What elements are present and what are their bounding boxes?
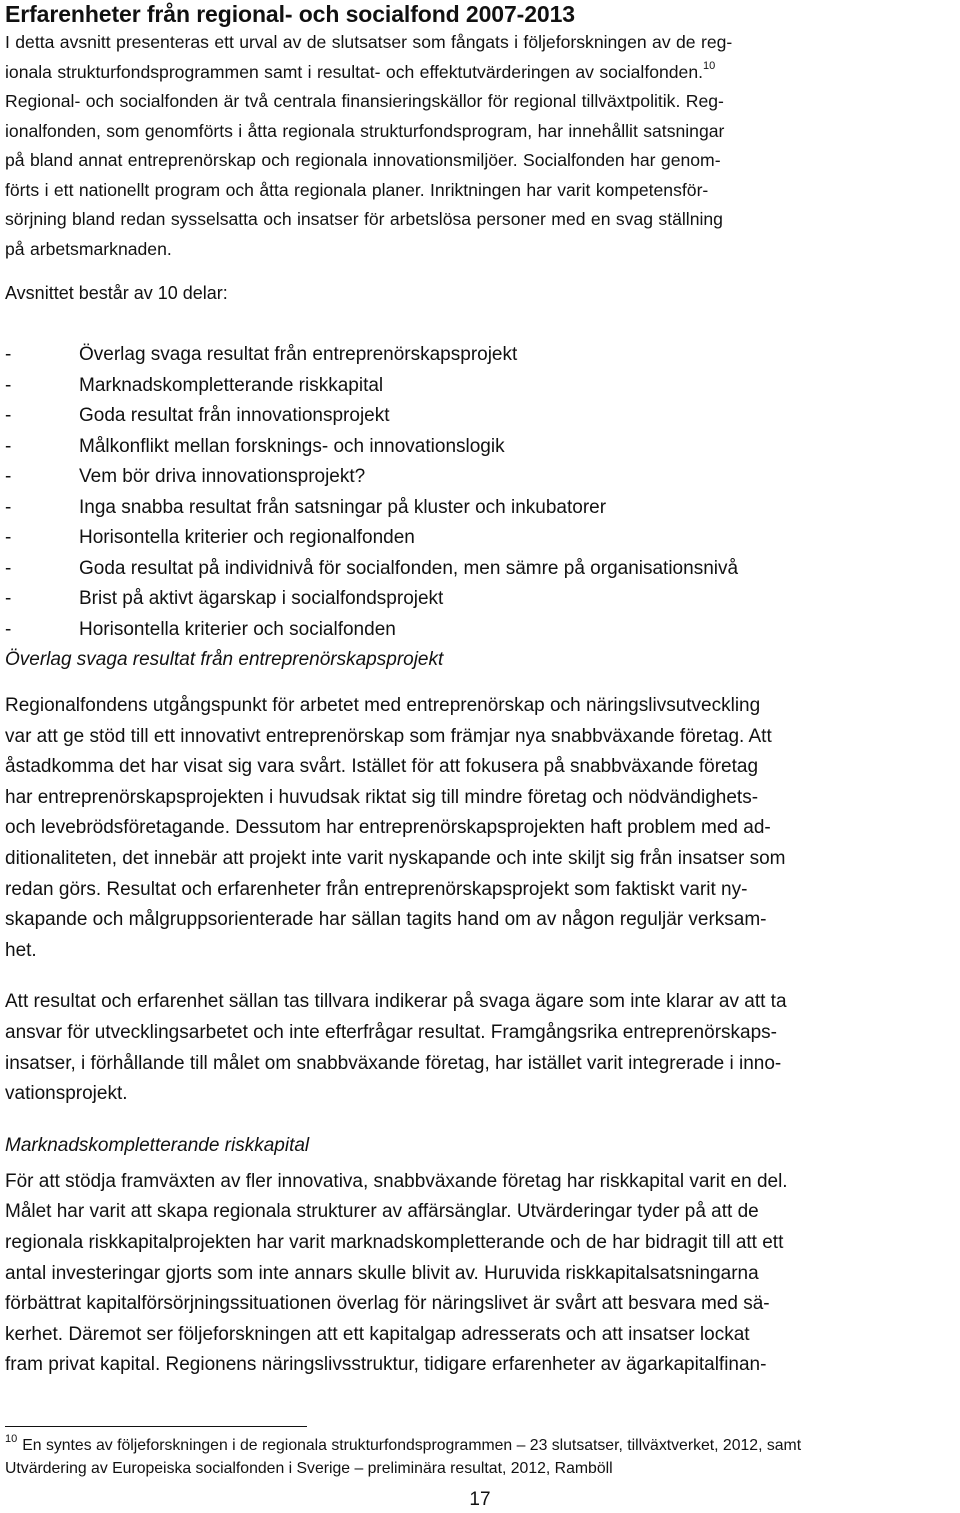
paragraph-line: skapande och målgruppsorienterade har sällan tagits hand om av någon reguljär verksam- bbox=[5, 909, 767, 931]
section1-paragraph-1 bbox=[5, 691, 955, 966]
section2-paragraph-1 bbox=[5, 1167, 955, 1381]
page-title: Erfarenheter från regional- och socialfond 2007-2013 bbox=[5, 1, 575, 27]
paragraph-line: har entreprenörskapsprojekten i huvudsak riktat sig till mindre företag och nödvändighets- bbox=[5, 786, 759, 808]
footnote-marker: 10 bbox=[5, 1432, 18, 1445]
footnote-line: En syntes av följeforskningen i de regionala strukturfondsprogrammen – 23 slutsatser, tillväxtverket, 2012, samt bbox=[22, 1437, 802, 1454]
paragraph-line: redan görs. Resultat och erfarenheter från entreprenörskapsprojekt som faktiskt varit ny- bbox=[5, 878, 748, 900]
paragraph-line: antal investeringar gjorts som inte annars skulle blivit av. Huruvida riskkapitalsatsningarna bbox=[5, 1262, 759, 1284]
section-heading-entrepreneurship: Överlag svaga resultat från entreprenörskapsprojekt bbox=[5, 649, 444, 670]
intro-line: I detta avsnitt presenteras ett urval av de slutsatser som fångats i följeforskningen av de reg- bbox=[5, 32, 733, 52]
list-dash: - bbox=[5, 344, 12, 365]
list-item-label: Goda resultat från innovationsprojekt bbox=[79, 405, 390, 426]
list-item-label: Marknadskompletterande riskkapital bbox=[79, 374, 384, 396]
paragraph-line: var att ge stöd till ett innovativt entreprenörskap som främjar nya snabbväxande företag. Att bbox=[5, 725, 772, 747]
list-dash: - bbox=[5, 527, 12, 548]
list-item-label: Inga snabba resultat från satsningar på kluster och inkubatorer bbox=[79, 496, 607, 518]
list-item-label: Horisontella kriterier och regionalfonden bbox=[79, 527, 415, 548]
list-dash: - bbox=[5, 466, 12, 487]
footnote-divider bbox=[5, 1426, 307, 1427]
list-item-label: Brist på aktivt ägarskap i socialfondsprojekt bbox=[79, 588, 444, 609]
list-item-label: Goda resultat på individnivå för socialfonden, men sämre på organisationsnivå bbox=[79, 557, 739, 579]
list-dash: - bbox=[5, 557, 12, 579]
list-dash: - bbox=[5, 618, 12, 640]
paragraph-line: åstadkomma det har visat sig vara svårt. Istället för att fokusera på snabbväxande företag bbox=[5, 756, 759, 778]
paragraph-line: Att resultat och erfarenhet sällan tas tillvara indikerar på svaga ägare som inte klarar av att ta bbox=[5, 991, 787, 1013]
list-item-label: Överlag svaga resultat från entreprenörskapsprojekt bbox=[79, 344, 518, 365]
list-dash: - bbox=[5, 374, 12, 396]
intro-line: sörjning bland redan sysselsatta och insatser för arbetslösa personer med en svag ställning bbox=[5, 209, 723, 229]
list-item bbox=[5, 462, 955, 493]
list-item bbox=[5, 615, 955, 646]
paragraph-line: regionala riskkapitalprojekten har varit marknadskompletterande och de har bidragit till att ett bbox=[5, 1231, 784, 1253]
parts-list bbox=[5, 340, 955, 645]
list-dash: - bbox=[5, 588, 12, 609]
intro-line: på bland annat entreprenörskap och regionala innovationsmiljöer. Socialfonden har genom- bbox=[5, 150, 721, 170]
list-item bbox=[5, 493, 955, 524]
paragraph-line: fram privat kapital. Regionens näringslivsstruktur, tidigare erfarenheter av ägarkapitalfinan- bbox=[5, 1354, 767, 1376]
list-dash: - bbox=[5, 405, 12, 426]
paragraph-line: ansvar för utvecklingsarbetet och inte efterfrågar resultat. Framgångsrika entreprenörskaps- bbox=[5, 1021, 777, 1043]
paragraph-line: Regionalfondens utgångspunkt för arbetet med entreprenörskap och näringslivsutveckling bbox=[5, 695, 761, 716]
intro-line: ionalfonden, som genomförts i åtta regionala strukturfondsprogram, har innehållit satsningar bbox=[5, 120, 725, 141]
list-dash: - bbox=[5, 496, 12, 518]
paragraph-line: ditionaliteten, det innebär att projekt inte varit nyskapande och inte skiljt sig från insatser som bbox=[5, 847, 786, 869]
footnote-line: Utvärdering av Europeiska socialfonden i Sverige – preliminära resultat, 2012, Ramböll bbox=[5, 1460, 613, 1477]
section-heading-risk-capital: Marknadskompletterande riskkapital bbox=[5, 1134, 310, 1156]
list-dash: - bbox=[5, 435, 12, 457]
intro-line: ionala strukturfondsprogrammen samt i resultat- och effektutvärderingen av socialfonden. bbox=[5, 61, 704, 82]
list-item bbox=[5, 584, 955, 615]
parts-lead: Avsnittet består av 10 delar: bbox=[5, 283, 228, 303]
list-item bbox=[5, 523, 955, 554]
paragraph-line: förbättrat kapitalförsörjningssituationen överlag för näringslivet är svårt att besvara med sä- bbox=[5, 1293, 770, 1315]
paragraph-line: vationsprojekt. bbox=[5, 1083, 128, 1105]
list-item-label: Målkonflikt mellan forsknings- och innovationslogik bbox=[79, 435, 505, 457]
intro-line: på arbetsmarknaden. bbox=[5, 238, 172, 259]
document-page bbox=[5, 0, 955, 1381]
list-item-label: Vem bör driva innovationsprojekt? bbox=[79, 466, 366, 487]
paragraph-line: het. bbox=[5, 939, 37, 961]
intro-paragraph bbox=[5, 28, 955, 264]
list-item-label: Horisontella kriterier och socialfonden bbox=[79, 618, 396, 640]
paragraph-line: Målet har varit att skapa regionala strukturer av affärsänglar. Utvärderingar tyder på att de bbox=[5, 1201, 759, 1223]
intro-line: Regional- och socialfonden är två centrala finansieringskällor för regional tillväxtpolitik. Reg- bbox=[5, 91, 724, 111]
list-item bbox=[5, 371, 955, 402]
list-item bbox=[5, 340, 955, 371]
intro-line: förts i ett nationellt program och åtta regionala planer. Inriktningen har varit kompetensför- bbox=[5, 179, 709, 200]
section1-paragraph-2 bbox=[5, 987, 955, 1109]
list-item bbox=[5, 554, 955, 585]
paragraph-line: kerhet. Däremot ser följeforskningen att ett kapitalgap adresserats och att insatser lockat bbox=[5, 1323, 750, 1345]
paragraph-line: insatser, i förhållande till målet om snabbväxande företag, har istället varit integrerade i inno- bbox=[5, 1052, 782, 1074]
footnote bbox=[5, 1434, 960, 1480]
page-number: 17 bbox=[469, 1489, 491, 1510]
list-item bbox=[5, 401, 955, 432]
paragraph-line: För att stödja framväxten av fler innovativa, snabbväxande företag har riskkapital varit en del. bbox=[5, 1170, 788, 1192]
paragraph-line: och levebrödsföretagande. Dessutom har entreprenörskapsprojekten haft problem med ad- bbox=[5, 817, 771, 839]
footnote-reference[interactable]: 10 bbox=[703, 59, 716, 72]
list-item bbox=[5, 432, 955, 463]
